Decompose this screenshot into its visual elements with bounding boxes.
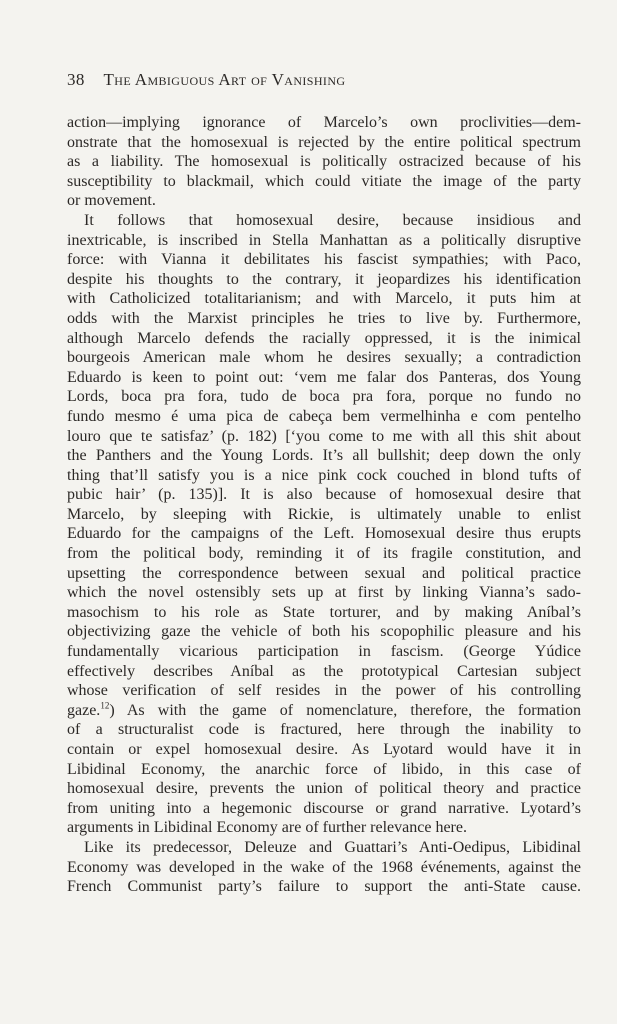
- text-line: [67, 524, 581, 544]
- line-text: French Communist party’s failure to support the anti-State cause.: [67, 878, 581, 896]
- text-line: [67, 505, 581, 525]
- text-line: [67, 642, 581, 662]
- line-text: bourgeois American male whom he desires sexually; a contradiction: [67, 349, 581, 367]
- line-text: pubic hair’ (p. 135)]. It is also because of homosexual desire that: [67, 486, 581, 504]
- line-text: masochism to his role as State torturer, and by making Aníbal’s: [67, 603, 581, 621]
- footnote-marker[interactable]: 12: [100, 700, 110, 711]
- text-line: [67, 133, 581, 153]
- text-line: [67, 877, 581, 897]
- text-line: [67, 779, 581, 799]
- text-line: [67, 231, 581, 251]
- running-head: [67, 70, 345, 90]
- text-line: [67, 407, 581, 427]
- line-text: Eduardo is keen to point out: ‘vem me falar dos Panteras, dos Young: [67, 368, 581, 386]
- text-line: [67, 446, 581, 466]
- line-text: arguments in Libidinal Economy are of further relevance here.: [67, 819, 467, 837]
- line-text: homosexual desire, prevents the union of political theory and practice: [67, 780, 581, 798]
- line-text: Lords, boca pra fora, tudo de boca pra fora, porque no fundo no: [67, 388, 581, 406]
- text-line: [67, 760, 581, 780]
- line-text-continued: ) As with the game of nomenclature, therefore, the formation: [109, 701, 581, 719]
- line-text: onstrate that the homosexual is rejected by the entire political spectrum: [67, 133, 581, 151]
- line-text: upsetting the correspondence between sexual and political practice: [67, 564, 581, 582]
- line-text: the Panthers and the Young Lords. It’s all bullshit; deep down the only: [67, 447, 581, 465]
- line-text: objectivizing gaze the vehicle of both his scopophilic pleasure and his: [67, 623, 581, 641]
- text-line: [67, 250, 581, 270]
- line-text: Marcelo, by sleeping with Rickie, is ultimately unable to enlist: [67, 505, 581, 523]
- line-text: Libidinal Economy, the anarchic force of libido, in this case of: [67, 760, 581, 778]
- line-text: effectively describes Aníbal as the prototypical Cartesian subject: [67, 662, 581, 680]
- text-line: [67, 818, 581, 838]
- book-title: The Ambiguous Art of Vanishing: [103, 70, 346, 89]
- line-text: inextricable, is inscribed in Stella Manhattan as a politically disruptive: [67, 231, 581, 249]
- line-text: of a structuralist code is fractured, here through the inability to: [67, 721, 581, 739]
- body-text: [67, 113, 581, 897]
- text-line: [67, 309, 581, 329]
- text-line: [67, 172, 581, 192]
- text-line: [67, 113, 581, 133]
- text-line: [67, 701, 581, 721]
- text-line: [67, 799, 581, 819]
- text-line: [67, 387, 581, 407]
- line-text: as a liability. The homosexual is politically ostracized because of his: [67, 153, 581, 171]
- text-line: [67, 681, 581, 701]
- line-text: despite his thoughts to the contrary, it jeopardizes his identification: [67, 270, 581, 288]
- line-text: force: with Vianna it debilitates his fascist sympathies; with Paco,: [67, 251, 581, 269]
- text-line: [67, 564, 581, 584]
- text-line: [67, 427, 581, 447]
- text-line: [67, 583, 581, 603]
- text-line: [67, 348, 581, 368]
- line-text: fundamentally vicarious participation in fascism. (George Yúdice: [67, 643, 581, 661]
- text-line: [67, 191, 581, 211]
- text-line: [67, 858, 581, 878]
- line-text: thing that’ll satisfy you is a nice pink cock couched in blond tufts of: [67, 466, 581, 484]
- line-text: susceptibility to blackmail, which could vitiate the image of the party: [67, 172, 581, 190]
- line-text: Eduardo for the campaigns of the Left. Homosexual desire thus erupts: [67, 525, 581, 543]
- line-text: gaze.: [67, 701, 101, 719]
- text-line: [67, 485, 581, 505]
- text-line: [67, 368, 581, 388]
- text-line: [67, 838, 581, 858]
- line-text: whose verification of self resides in the power of his controlling: [67, 682, 581, 700]
- page-number: 38: [67, 70, 85, 89]
- text-line: [67, 270, 581, 290]
- line-text: from the political body, reminding it of its fragile constitution, and: [67, 545, 581, 563]
- text-line: [67, 720, 581, 740]
- line-text: It follows that homosexual desire, because insidious and: [84, 211, 581, 229]
- line-text: odds with the Marxist principles he tries to live by. Furthermore,: [67, 309, 581, 327]
- text-line: [67, 211, 581, 231]
- line-text: fundo mesmo é uma pica de cabeça bem vermelhinha e com pentelho: [67, 407, 581, 425]
- text-line: [67, 662, 581, 682]
- line-text: or movement.: [67, 192, 156, 210]
- text-line: [67, 289, 581, 309]
- text-line: [67, 622, 581, 642]
- line-text: which the novel ostensibly sets up at first by linking Vianna’s sado-: [67, 584, 581, 602]
- line-text: Economy was developed in the wake of the 1968 événements, against the: [67, 858, 581, 876]
- line-text: action—implying ignorance of Marcelo’s own proclivities—dem-: [67, 114, 581, 131]
- text-line: [67, 152, 581, 172]
- text-line: [67, 329, 581, 349]
- line-text: although Marcelo defends the racially oppressed, it is the inimical: [67, 329, 581, 347]
- line-text: from uniting into a hegemonic discourse or grand narrative. Lyotard’s: [67, 799, 581, 817]
- line-text: with Catholicized totalitarianism; and with Marcelo, it puts him at: [67, 290, 581, 308]
- text-line: [67, 740, 581, 760]
- text-line: [67, 603, 581, 623]
- text-line: [67, 466, 581, 486]
- text-line: [67, 544, 581, 564]
- line-text: louro que te satisfaz’ (p. 182) [‘you come to me with all this shit about: [67, 427, 581, 445]
- line-text: contain or expel homosexual desire. As Lyotard would have it in: [67, 741, 581, 758]
- line-text: Like its predecessor, Deleuze and Guattari’s Anti-Oedipus, Libidinal: [84, 838, 581, 856]
